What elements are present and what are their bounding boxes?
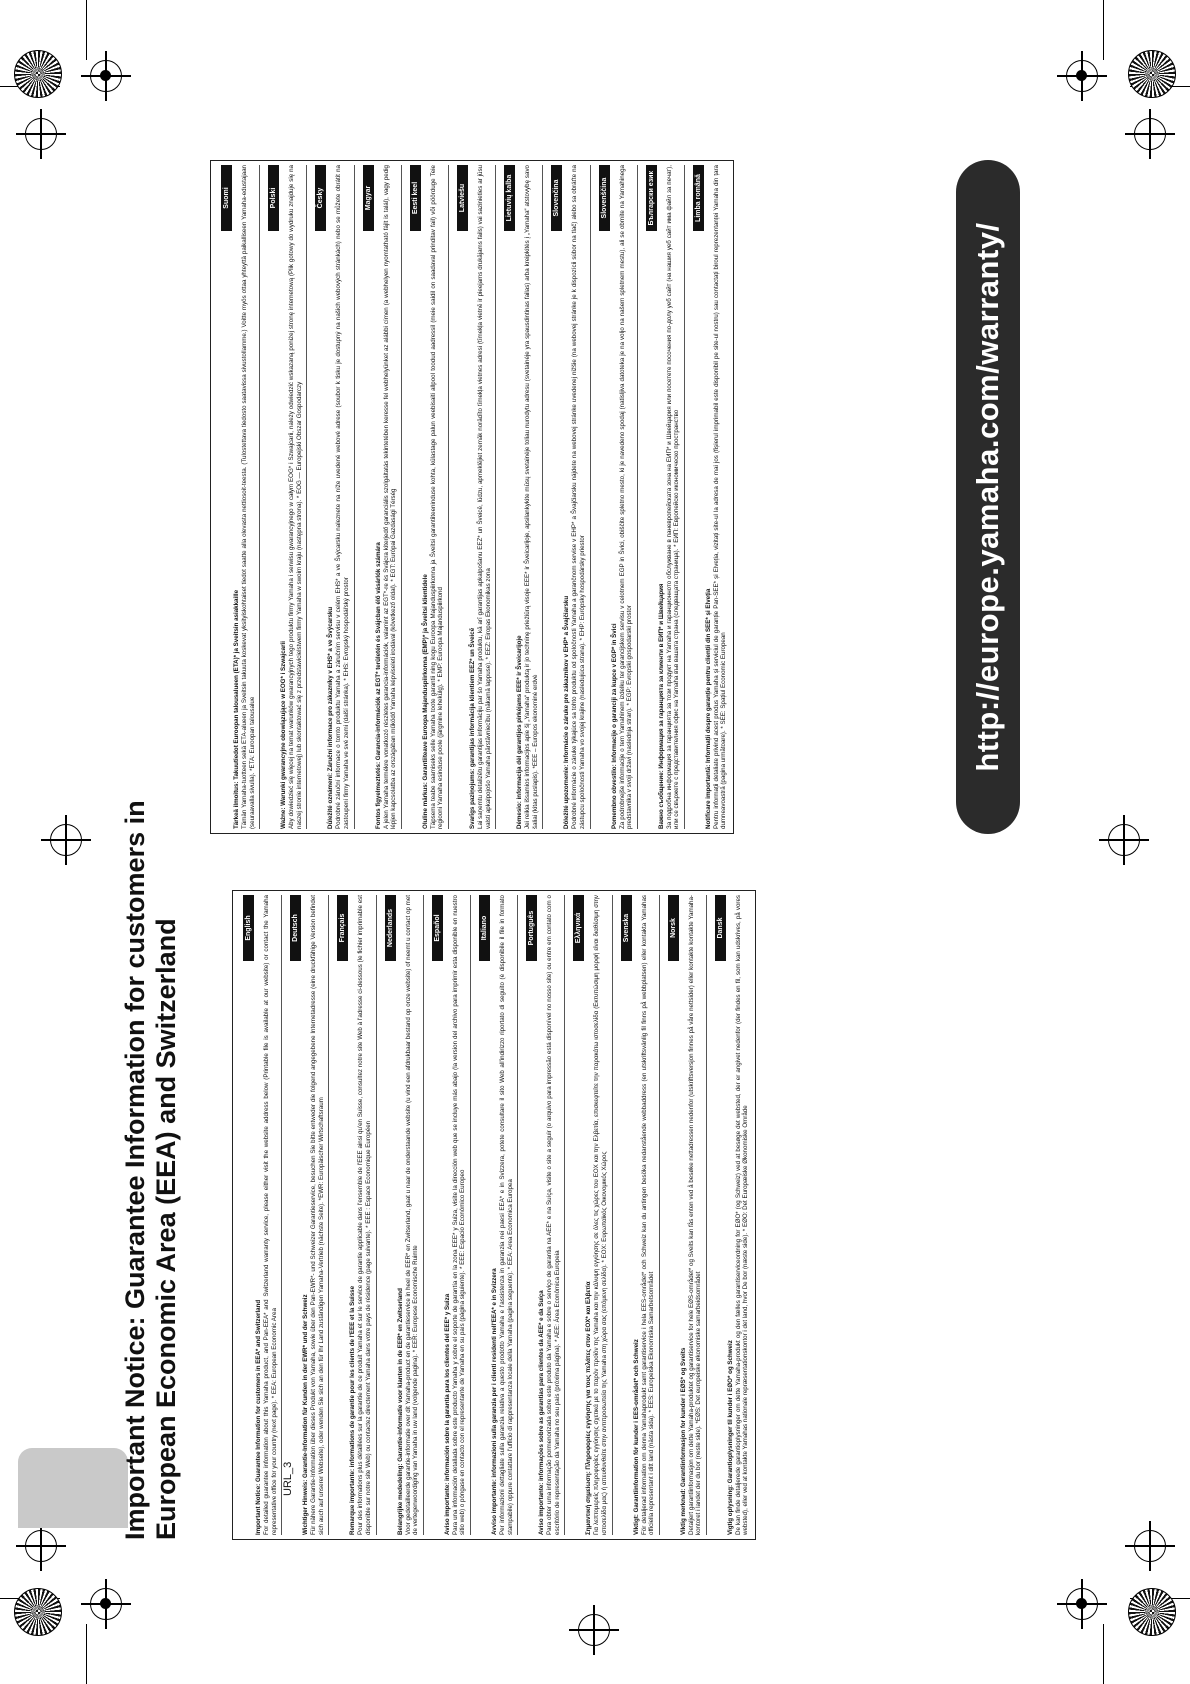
- notice-body: Lai saņemtu detalizētu garantijas informāciju par šo Yamaha produktu, kā arī garantijas apkalpošanu EEZ* un Šveicē, lūdzu, apmeklējiet zemāk norādīto tīmekļa vietnes adresi (tīmekļa vietnē ir pieejams drukājams fails) vai sazinieties ar jūsu valsti apkalpojošo Yamaha pārstāvniecību (nākamā lappuse). * EEZ: Eiropas Ekonomikas zona: [476, 165, 492, 829]
- notice-block: [591, 165, 638, 829]
- notice-block: [543, 165, 590, 829]
- notice-body: Za podrobnejše informacije o tem Yamahinem izdelku ter garancijskem servisu v celotnem EGP in Švici, obiščite spletno mesto, ki je navedeno spodaj (natisljiva datoteka je na voljo na našem spletnem mestu), ali se obrnite na Yamahinega predstavnika v svoji državi (naslednja stran). * EGP: Evropski gospodarski prostor: [618, 165, 634, 829]
- notice-heading: Σημαντική σημείωση: Πληροφορίες εγγύησης για τους πελάτες στον ΕΟΧ* και Ελβετία: [585, 1281, 593, 1535]
- notice-heading: Remarque importante: informations de garantie pour les clients de l'EEE et la Suisse: [349, 1285, 357, 1535]
- registration-mark: [1134, 1530, 1166, 1562]
- notice-block: [496, 165, 543, 829]
- rotated-content: [120, 160, 1050, 1540]
- notice-body: For detailed guarantee information about this Yamaha product, and Pan-EEA* and Switzerland warranty service, please either visit the website address below (Printable file is available at our website) or contact the Yamaha representative office for your country (next page). * EEA: European Economic Area: [263, 895, 278, 1535]
- language-label-row: [284, 895, 302, 1535]
- language-label-row: [520, 895, 538, 1535]
- crop-mark: [1103, 0, 1104, 60]
- notice-block: [402, 165, 449, 829]
- notice-block: [518, 895, 565, 1535]
- language-label-row: [567, 895, 585, 1535]
- notice-body: Para una información detallada sobre este producto Yamaha y sobre el soporte de garantía en la zona EEE* y Suiza, visite la dirección web que se incluye más abajo (la version del archivo para imprimir esta disponible en nuestro sitio web) o póngase en contacto con el representante de Yamaha en su país (página siguiente). * EEE: Espacio Económico Europeo: [451, 895, 467, 1535]
- registration-mark: [50, 824, 82, 856]
- notice-heading: Viktig merknad: Garantiinformasjon for kunder i EØS* og Sveits: [679, 1347, 687, 1535]
- notice-heading: Aviso importante: información sobre la garantía para los clientes del EEE* y Suiza: [443, 1293, 451, 1535]
- starburst-target: [14, 1588, 62, 1636]
- language-label: English: [243, 895, 254, 961]
- notice-block: [377, 895, 424, 1535]
- registration-mark: [25, 1530, 57, 1562]
- notice-frame: [210, 160, 734, 834]
- notice-block: [235, 895, 282, 1535]
- language-label: Česky: [315, 165, 326, 231]
- language-label-row: [687, 165, 705, 829]
- language-label-row: [215, 165, 233, 829]
- notice-block: [307, 165, 354, 829]
- notice-block: [613, 895, 660, 1535]
- language-label-row: [662, 895, 680, 1535]
- notice-body: De kan finde detaljerede garantioplysninger om dette Yamaha-produkt og den fælles garantiserviceordning for EØO* (og Schweiz) ved at besøge det websted, der er angivet nedenfor (der findes en fil, som kan udskrives, på vores websted), eller ved at kontakte Yamahas nationale repræsentationskontor i det land, hvor De bor (næste side). * EØO: Det Europæiske Økonomiske Område: [734, 895, 750, 1535]
- crop-mark: [86, 0, 87, 60]
- language-label-row: [426, 895, 444, 1535]
- language-label: Ελληνικά: [573, 895, 584, 961]
- language-label-row: [237, 895, 255, 1535]
- language-label: Български език: [646, 165, 657, 232]
- language-label-row: [640, 165, 658, 829]
- notice-body: För detaljerad information om denna Yamahaprodukt samt garantiservice i hela EES-området* och Schweiz kan du antingen besöka nedanstående webbaddress (en utskriftsvänlig fil finns på webbplatsen) eller kontakta Yamahas officiella representant i ditt land (nästa sida). * EES: Europeiska Ekonomiska Samarbetsområdet: [640, 895, 656, 1535]
- notice-body: Para obter uma informação pormenorizada sobre este produto da Yamaha e sobre o serviço de garantia na AEE* e na Suíça, visite o site a seguir (o arquivo para impressão está disponível no nosso site) ou entre em contato com o escritório de representação da Yamaha no seu país (próxima página). * AEE: Área Econômica Europeia: [546, 895, 561, 1535]
- language-label: Suomi: [221, 165, 232, 231]
- notice-block: [660, 895, 707, 1535]
- notice-heading: Důležité oznámení: Záruční informace pro zákazníky v EHS* a ve Švýcarsku: [327, 606, 335, 829]
- page-title: Important Notice: Guarantee Information for customers in European Economic Area (EEA) and Switzerland: [120, 800, 181, 1540]
- language-label: Italiano: [479, 895, 490, 961]
- notice-heading: Dėmesio: informacija dėl garantijos pirkėjams EEE* ir Šveicarijoje: [516, 635, 524, 829]
- language-label: Limba română: [693, 165, 704, 231]
- right-notice-column: [210, 160, 734, 834]
- language-label: Latviešu: [457, 165, 468, 231]
- crop-mark: [1103, 1624, 1104, 1684]
- notice-body: Detaljert garantiinformasjon om dette Yamaha-produktet og garantiservice for hele EØS-området* og Sveits kan fås enten ved å besøke nettadressen nedenfor (utskriftsversjon finnes på våre nettsider) eller kontakte kontakte Yamaha-kontoret i landet der du bor (neste side). *EØS: Det europeiske økonomiske samarbeidsområdet: [687, 895, 703, 1535]
- notice-block: [213, 165, 260, 829]
- language-label: Norsk: [668, 895, 679, 961]
- language-label: Polski: [268, 165, 279, 231]
- notice-block: [685, 165, 731, 829]
- language-label: Nederlands: [385, 895, 396, 961]
- registration-mark: [1108, 824, 1140, 856]
- notice-body: Täpsema teabe saamiseks selle Yamaha toote garantii ning kogu Euroopa Majanduspiirkonna ja Šveitsi garantiiteeninduse kohta, külastage palun veebisaiti allpool toodud aadressil (meie saidil on saadaval prinditav fail) või pöörduge Teie regiooni Yamaha esinduse poole (järgmine lehekülg). * EMP: Euroopa Majanduspiirkond: [429, 165, 445, 829]
- registration-dot: [1076, 1598, 1087, 1609]
- warranty-url-banner[interactable]: http://europe.yamaha.com/warranty/: [956, 160, 1020, 834]
- language-label-row: [262, 165, 280, 829]
- language-label-row: [498, 165, 516, 829]
- notice-block: [329, 895, 376, 1535]
- notice-heading: Belangrijke mededeling: Garantie-informatie voor klanten in de EER* en Zwitserland: [396, 1288, 404, 1535]
- notice-body: Pour des informations plus détaillées sur la garantie de ce produit Yamaha et sur le service de garantie applicable dans l'ensemble de l'EEE ainsi qu'en Suisse, consultez notre site Web à l'adresse ci-dessous (le fichier imprimable est disponible sur notre site Web) ou contactez directement Yamaha dans votre pays de résidence (page suivante). * EEE : Espace Economique Européen: [357, 895, 372, 1535]
- language-label-row: [451, 165, 469, 829]
- notice-heading: Viktigt: Garantiinformation för kunder i EES-området* och Schweiz: [632, 1339, 640, 1535]
- language-label: Eesti keel: [410, 165, 421, 231]
- notice-heading: Svarīgs paziņojums: garantijas informācija klientiem EEZ* un Šveicē: [468, 627, 476, 829]
- registration-mark: [25, 118, 57, 150]
- footer-code: URL_3: [282, 1461, 294, 1496]
- notice-heading: Tärkeä ilmoitus: Takuutiedot Euroopan talousalueen (ETA)* ja Sveitsin asiakkaille: [233, 589, 240, 829]
- language-label-row: [379, 895, 397, 1535]
- language-label-row: [331, 895, 349, 1535]
- language-label: Dansk: [715, 895, 726, 961]
- notice-heading: Avviso importante: informazioni sulla garanzia per i clienti residenti nell'EEA* e in Svizzera: [490, 1268, 498, 1535]
- starburst-target: [14, 50, 62, 98]
- notice-body: Per informazioni dettagliate sulla garanzia relativa a questo prodotto Yamaha e l'assistenza in garanzia nei paesi EEA* e in Svizzera, potete consultare il sito Web all'indirizzo riportato di seguito (è disponibile il file in formato stampabile) oppure contattare l'ufficio di rappresentanza locale della Yamaha (pagina seguente). * EEA: Area Economica Europea: [498, 895, 514, 1535]
- language-label: Español: [432, 895, 443, 961]
- notice-heading: Ważne: Warunki gwarancyjne obowiązujące w EOG* i Szwajcarii: [280, 641, 288, 829]
- grey-page-tab: [18, 1448, 128, 1528]
- notice-heading: Oluline märkus: Garantiiteave Euroopa Majanduspiirkonna (EMP)* ja Šveitsi klientidele: [421, 574, 429, 829]
- registration-mark: [90, 60, 122, 92]
- notice-body: A jelen Yamaha termékre vonatkozó részletes garancia-információk, valamint az EGT*-re és Svájcra kiterjedő garanciális szolgáltatás tekintetében keresse fel webhelyünket az alábbi címen (a webhelyen nyomtatható fájlt is talál), vagy pedig lépjen kapcsolatba az országában működő Yamaha képviseleti irodával (következő oldal). * EGT: Európai Gazdasági Térség: [382, 165, 398, 829]
- language-label: Svenska: [621, 895, 632, 961]
- registration-mark: [1134, 118, 1166, 150]
- language-label: Slovenščina: [599, 165, 610, 231]
- notice-heading: Pomembno obvestilo: Informacije o garanciji za kupce v EGP* in Švici: [610, 623, 618, 829]
- notice-heading: Fontos figyelmeztetés: Garancia-információk az EGT* területén és Svájcban élő vásárlók számára: [374, 542, 382, 829]
- notice-frame: [232, 890, 756, 1540]
- notice-body: Για λεπτομερείς πληροφορίες εγγύησης σχετικά με το παρόν προϊόν της Yamaha και την κάλυψη εγγύησης σε όλες τις χώρες του ΕΟΧ και την Ελβετία, επισκεφτείτε την παρακάτω ιστοσελίδα (Εκτυπώσιμη μορφή είναι διαθέσιμη στην ιστοσελίδα μας) ή απευθυνθείτε στην αντιπροσωπεία της Yamaha στη χώρα σας (επόμενη σελίδα). * ΕΟΧ: Ευρωπαϊκός Οικονομικός Χώρος: [593, 895, 608, 1535]
- registration-dot: [1076, 70, 1087, 81]
- notice-heading: Important Notice: Guarantee Information for customers in EEA* and Switzerland: [255, 1299, 262, 1535]
- notice-heading: Важно съобщение: Информация за гаранцията за клиенти в ЕИП* и Швейцария: [657, 583, 665, 829]
- notice-body: Voor gedetailleerde garantie-informatie over dit Yamaha-product en de garantieservice in heel de EER* en Zwitserland, gaat u naar de onderstaande website (u vind een afdrukbaar bestand op onze website) of neemt u contact op met de vertegenwoordiging van Yamaha in uw land (volgende pagina). * EER: Europese Economische Ruimte: [404, 895, 420, 1535]
- language-label-row: [615, 895, 633, 1535]
- starburst-target: [1128, 1588, 1176, 1636]
- notice-block: [424, 895, 471, 1535]
- starburst-target: [1128, 50, 1176, 98]
- language-label: Deutsch: [290, 895, 301, 961]
- notice-body: Aby dowiedzieć się więcej na temat warunków gwarancyjnych tego produktu firmy Yamaha i serwisu gwarancyjnego w całym EOG* i Szwajcarii, należy odwiedzić wskazaną poniżej stronę internetową (Plik gotowy do wydruku znajduje się na naszej stronie internetowej) lub skontaktować się z przedstawicielstwem firmy Yamaha w swoim kraju (następna strona). * EOG — Europejski Obszar Gospodarczy: [288, 165, 303, 829]
- language-label-row: [404, 165, 422, 829]
- registration-mark: [578, 1614, 610, 1646]
- notice-body: Pentru informații detaliate privind acest produs Yamaha și serviciul de garanție Pan-SEE* și Elveția, vizitați site-ul la adresa de mai jos (fișierul imprimabil este disponibil pe site-ul nostru) sau contactați biroul reprezentanței Yamaha din țara dumneavoastră (pagina următoare). * SEE: Spațiul Economic European: [712, 165, 728, 829]
- language-label: Português: [526, 895, 537, 961]
- notice-body: Für nähere Garantie-Information über dieses Produkt von Yamaha, sowie über den Pan-EWR*- und Schweizer Garantieservice, besuchen Sie bitte entweder die folgend angegebene Internetadresse (eine druckfähige Version befindet sich auch auf unserer Webseite), oder wenden Sie sich an den für Ihr Land zuständigen Yamaha-Vertrieb (nächste Seite). *EWR: Europäischer Wirtschaftsraum: [310, 895, 325, 1535]
- notice-body: Tämän Yamaha-tuotteen sekä ETA-alueen ja Sveitsin takuuta koskevat yksityiskohtaiset tiedot saatte alla olevasta nettiosoit-teesta. (Tulostettava tiedosto saatavissa sivustollamme.) Voitte myös ottaa yhteyttä paikalliseen Yamaha-edustajaan (seuraavalla sivulla). *ETA: Euroopan talousalue: [241, 165, 256, 829]
- notice-block: [282, 895, 329, 1535]
- language-label-row: [357, 165, 375, 829]
- notice-heading: Dôležité upozornenie: Informácie o záruke pre zákazníkov v EHP* a Švajčiarsku: [563, 595, 571, 829]
- registration-dot: [100, 70, 111, 81]
- language-label: Slovenčina: [551, 165, 562, 231]
- notice-body: Jei reikia išsamios informacijos apie šį „Yamaha“ produktą ir jo techninę priežiūrą visoje EEE* ir Šveicarijoje, apsilankykite mūsų svetainėje toliau nurodytu adresu (svetainėje yra spausdintinas failas) arba kreipkitės į „Yamaha“ atstovybę savo šaliai (kitas puslapis). *EEE – Europos ekonominė erdvė: [524, 165, 539, 829]
- notice-heading: Vigtig oplysning: Garantioplysninger til kunder i EØO* og Schweiz: [726, 1340, 734, 1535]
- language-label-row: [545, 165, 563, 829]
- notice-block: [565, 895, 612, 1535]
- registration-mark: [1066, 60, 1098, 92]
- notice-heading: Aviso importante: informações sobre as garantias para clientes da AEE* e da Suíça: [538, 1290, 546, 1535]
- notice-block: [260, 165, 307, 829]
- language-label-row: [473, 895, 491, 1535]
- language-label-row: [309, 165, 327, 829]
- notice-block: [638, 165, 685, 829]
- notice-body: Podrobné informácie o záruke týkajúce sa tohto produktu od spoločnosti Yamaha a garančnom servise v EHP* a Švajčiarsku nájdete na webovej stránke uvedenej nižšie (na webovej stránke je k dispozícii súbor na tlač) alebo sa obráťte na zástupcu spoločnosti Yamaha vo svojej krajine (nasledujúca strana). * EHP: Európsky hospodársky priestor: [571, 165, 586, 829]
- notice-block: [707, 895, 753, 1535]
- registration-mark: [1066, 1588, 1098, 1620]
- notice-block: [355, 165, 402, 829]
- notice-body: За подробна информация за гаранцията за този продукт на Yamaha и гаранционното обслужване в паневропейската зона на ЕИП* и Швейцария или посетете посочения по-долу уеб сайт (на нашия уеб сайт има файл за печат), или се свържете с представителния офис на Yamaha във вашата страна (следващата страница). * ЕИП: Европейско икономическо пространство: [665, 165, 681, 829]
- notice-heading: Notificare importantă: Informații despre garanție pentru clienții din SEE* și Elveția: [704, 588, 712, 829]
- registration-dot: [100, 1598, 111, 1609]
- left-notice-column: [232, 890, 756, 1540]
- language-label-row: [709, 895, 727, 1535]
- notice-body: Podrobné záruční informace o tomto produktu Yamaha a záručním servisu v celém EHS* a ve Švýcarsku naleznete na níže uvedené webové adrese (soubor k tisku je dostupný na našich webových stránkách) nebo se můžete obrátit na zastoupení firmy Yamaha ve své zemi (další stránka). * EHS: Evropský hospodářský prostor: [335, 165, 350, 829]
- language-label: Magyar: [363, 165, 374, 231]
- notice-block: [449, 165, 496, 829]
- notice-block: [471, 895, 518, 1535]
- registration-mark: [90, 1588, 122, 1620]
- notice-heading: Wichtiger Hinweis: Garantie-Information für Kunden in der EWR* und der Schweiz: [302, 1294, 310, 1535]
- language-label-row: [593, 165, 611, 829]
- language-label: Lietuvių kalba: [504, 165, 515, 231]
- language-label: Français: [337, 895, 348, 961]
- crop-mark: [86, 1624, 87, 1684]
